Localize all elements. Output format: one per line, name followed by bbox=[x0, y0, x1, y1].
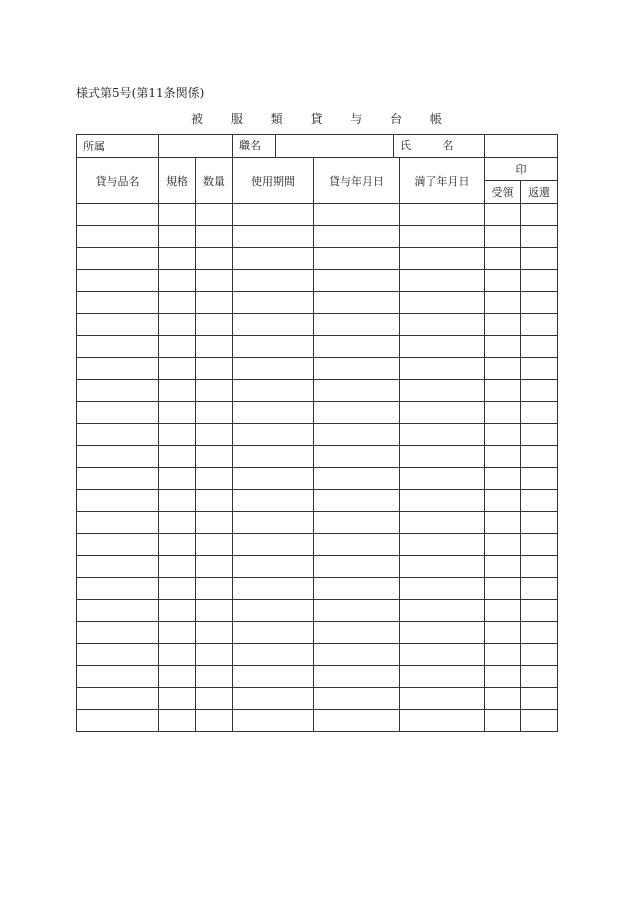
table-cell[interactable] bbox=[77, 512, 159, 534]
table-cell[interactable] bbox=[233, 358, 314, 380]
table-cell[interactable] bbox=[196, 644, 233, 666]
table-cell[interactable] bbox=[314, 490, 400, 512]
table-cell[interactable] bbox=[314, 314, 400, 336]
table-cell[interactable] bbox=[196, 358, 233, 380]
table-cell[interactable] bbox=[159, 446, 196, 468]
table-cell[interactable] bbox=[233, 248, 314, 270]
table-cell[interactable] bbox=[314, 248, 400, 270]
table-cell[interactable] bbox=[521, 600, 558, 622]
table-cell[interactable] bbox=[314, 622, 400, 644]
table-cell[interactable] bbox=[159, 578, 196, 600]
table-cell[interactable] bbox=[196, 490, 233, 512]
table-row bbox=[77, 204, 558, 226]
table-row bbox=[77, 666, 558, 688]
position-label: 職名 bbox=[233, 135, 276, 157]
col-header-received: 受領 bbox=[485, 181, 521, 204]
table-cell[interactable] bbox=[485, 358, 521, 380]
table-cell[interactable] bbox=[196, 534, 233, 556]
table-cell[interactable] bbox=[159, 292, 196, 314]
table-cell[interactable] bbox=[159, 622, 196, 644]
table-cell[interactable] bbox=[159, 336, 196, 358]
table-cell[interactable] bbox=[159, 314, 196, 336]
table-cell[interactable] bbox=[400, 292, 485, 314]
table-row bbox=[77, 534, 558, 556]
table-cell[interactable] bbox=[485, 270, 521, 292]
col-header-item: 貸与品名 bbox=[77, 158, 159, 204]
table-row bbox=[77, 446, 558, 468]
table-cell[interactable] bbox=[233, 226, 314, 248]
table-cell[interactable] bbox=[159, 644, 196, 666]
table-cell[interactable] bbox=[485, 226, 521, 248]
col-header-expiry-date: 満了年月日 bbox=[400, 158, 485, 204]
table-row bbox=[77, 622, 558, 644]
table-cell[interactable] bbox=[233, 710, 314, 732]
table-cell[interactable] bbox=[400, 446, 485, 468]
table-cell[interactable] bbox=[485, 468, 521, 490]
table-cell[interactable] bbox=[233, 556, 314, 578]
table-cell[interactable] bbox=[521, 710, 558, 732]
table-cell[interactable] bbox=[77, 666, 159, 688]
table-cell[interactable] bbox=[196, 688, 233, 710]
table-cell[interactable] bbox=[314, 688, 400, 710]
table-cell[interactable] bbox=[521, 446, 558, 468]
table-row bbox=[77, 468, 558, 490]
table-cell[interactable] bbox=[233, 270, 314, 292]
table-cell[interactable] bbox=[77, 622, 159, 644]
table-cell[interactable] bbox=[485, 666, 521, 688]
table-cell[interactable] bbox=[77, 600, 159, 622]
table-row bbox=[77, 358, 558, 380]
table-cell[interactable] bbox=[77, 644, 159, 666]
table-cell[interactable] bbox=[196, 446, 233, 468]
table-cell[interactable] bbox=[521, 292, 558, 314]
table-row bbox=[77, 490, 558, 512]
table-cell[interactable] bbox=[521, 336, 558, 358]
col-header-period: 使用期間 bbox=[233, 158, 314, 204]
table-cell[interactable] bbox=[233, 402, 314, 424]
table-cell[interactable] bbox=[196, 468, 233, 490]
table-cell[interactable] bbox=[77, 534, 159, 556]
table-row bbox=[77, 578, 558, 600]
table-cell[interactable] bbox=[233, 490, 314, 512]
table-cell[interactable] bbox=[400, 402, 485, 424]
table-cell[interactable] bbox=[400, 490, 485, 512]
table-cell[interactable] bbox=[521, 226, 558, 248]
table-cell[interactable] bbox=[314, 578, 400, 600]
table-cell[interactable] bbox=[400, 688, 485, 710]
table-cell[interactable] bbox=[314, 226, 400, 248]
table-row bbox=[77, 688, 558, 710]
table-cell[interactable] bbox=[521, 512, 558, 534]
table-cell[interactable] bbox=[233, 314, 314, 336]
table-cell[interactable] bbox=[521, 534, 558, 556]
table-cell[interactable] bbox=[314, 204, 400, 226]
table-cell[interactable] bbox=[400, 226, 485, 248]
table-cell[interactable] bbox=[521, 402, 558, 424]
table-cell[interactable] bbox=[196, 226, 233, 248]
document-title: 被 服 類 貸 与 台 帳 bbox=[191, 112, 454, 126]
table-row bbox=[77, 644, 558, 666]
table-cell[interactable] bbox=[77, 424, 159, 446]
table-cell[interactable] bbox=[521, 248, 558, 270]
table-cell[interactable] bbox=[400, 710, 485, 732]
table-cell[interactable] bbox=[314, 424, 400, 446]
table-cell[interactable] bbox=[77, 446, 159, 468]
table-cell[interactable] bbox=[400, 380, 485, 402]
table-cell[interactable] bbox=[196, 622, 233, 644]
table-cell[interactable] bbox=[485, 490, 521, 512]
table-cell[interactable] bbox=[196, 402, 233, 424]
table-cell[interactable] bbox=[521, 556, 558, 578]
table-cell[interactable] bbox=[314, 358, 400, 380]
table-cell[interactable] bbox=[77, 556, 159, 578]
table-cell[interactable] bbox=[77, 204, 159, 226]
table-cell[interactable] bbox=[400, 314, 485, 336]
table-cell[interactable] bbox=[400, 512, 485, 534]
table-cell[interactable] bbox=[314, 270, 400, 292]
table-cell[interactable] bbox=[314, 556, 400, 578]
table-cell[interactable] bbox=[77, 292, 159, 314]
table-cell[interactable] bbox=[521, 644, 558, 666]
table-cell[interactable] bbox=[314, 402, 400, 424]
table-cell[interactable] bbox=[196, 578, 233, 600]
table-cell[interactable] bbox=[521, 622, 558, 644]
table-cell[interactable] bbox=[233, 534, 314, 556]
col-header-lend-date: 貸与年月日 bbox=[314, 158, 400, 204]
table-cell[interactable] bbox=[485, 622, 521, 644]
position-group bbox=[233, 135, 485, 158]
table-row bbox=[77, 336, 558, 358]
table-cell[interactable] bbox=[314, 292, 400, 314]
table-cell[interactable] bbox=[233, 622, 314, 644]
table-cell[interactable] bbox=[521, 380, 558, 402]
table-cell[interactable] bbox=[485, 600, 521, 622]
table-cell[interactable] bbox=[159, 688, 196, 710]
table-cell[interactable] bbox=[159, 534, 196, 556]
table-cell[interactable] bbox=[159, 402, 196, 424]
table-cell[interactable] bbox=[159, 270, 196, 292]
table-cell[interactable] bbox=[159, 666, 196, 688]
table-cell[interactable] bbox=[159, 248, 196, 270]
col-header-quantity: 数量 bbox=[196, 158, 233, 204]
table-cell[interactable] bbox=[159, 204, 196, 226]
table-cell[interactable] bbox=[485, 204, 521, 226]
table-cell[interactable] bbox=[521, 578, 558, 600]
table-cell[interactable] bbox=[77, 336, 159, 358]
table-cell[interactable] bbox=[77, 578, 159, 600]
table-cell[interactable] bbox=[196, 204, 233, 226]
table-row bbox=[77, 226, 558, 248]
table-cell[interactable] bbox=[314, 534, 400, 556]
table-cell[interactable] bbox=[233, 644, 314, 666]
table-cell[interactable] bbox=[77, 468, 159, 490]
table-cell[interactable] bbox=[485, 314, 521, 336]
table-cell[interactable] bbox=[400, 336, 485, 358]
col-header-stamp: 印 bbox=[485, 158, 558, 181]
table-cell[interactable] bbox=[196, 424, 233, 446]
table-cell[interactable] bbox=[314, 644, 400, 666]
table-row bbox=[77, 424, 558, 446]
table-cell[interactable] bbox=[400, 556, 485, 578]
table-row bbox=[77, 314, 558, 336]
table-cell[interactable] bbox=[196, 336, 233, 358]
table-row bbox=[77, 512, 558, 534]
table-cell[interactable] bbox=[196, 248, 233, 270]
table-cell[interactable] bbox=[233, 666, 314, 688]
table-cell[interactable] bbox=[485, 512, 521, 534]
table-cell[interactable] bbox=[196, 292, 233, 314]
table-cell[interactable] bbox=[77, 248, 159, 270]
table-cell[interactable] bbox=[196, 270, 233, 292]
table-cell[interactable] bbox=[521, 314, 558, 336]
table-cell[interactable] bbox=[77, 402, 159, 424]
affiliation-field[interactable] bbox=[159, 135, 233, 158]
table-cell[interactable] bbox=[400, 424, 485, 446]
table-cell[interactable] bbox=[196, 600, 233, 622]
table-cell[interactable] bbox=[485, 336, 521, 358]
table-cell[interactable] bbox=[400, 644, 485, 666]
table-cell[interactable] bbox=[233, 336, 314, 358]
table-cell[interactable] bbox=[77, 270, 159, 292]
table-cell[interactable] bbox=[485, 446, 521, 468]
ledger-table bbox=[76, 134, 558, 732]
info-row bbox=[77, 135, 558, 158]
table-row bbox=[77, 380, 558, 402]
table-cell[interactable] bbox=[159, 600, 196, 622]
table-cell[interactable] bbox=[521, 424, 558, 446]
table-cell[interactable] bbox=[196, 556, 233, 578]
name-label: 氏 名 bbox=[400, 139, 468, 152]
table-cell[interactable] bbox=[159, 226, 196, 248]
table-cell[interactable] bbox=[521, 468, 558, 490]
table-row bbox=[77, 402, 558, 424]
table-cell[interactable] bbox=[485, 710, 521, 732]
table-cell[interactable] bbox=[233, 688, 314, 710]
table-cell[interactable] bbox=[314, 512, 400, 534]
table-cell[interactable] bbox=[314, 666, 400, 688]
table-cell[interactable] bbox=[521, 666, 558, 688]
name-field[interactable] bbox=[485, 135, 558, 158]
table-cell[interactable] bbox=[485, 292, 521, 314]
table-cell[interactable] bbox=[77, 226, 159, 248]
table-cell[interactable] bbox=[196, 666, 233, 688]
table-row bbox=[77, 556, 558, 578]
table-cell[interactable] bbox=[400, 534, 485, 556]
table-cell[interactable] bbox=[521, 490, 558, 512]
table-cell[interactable] bbox=[400, 600, 485, 622]
table-cell[interactable] bbox=[159, 468, 196, 490]
table-cell[interactable] bbox=[485, 424, 521, 446]
table-cell[interactable] bbox=[159, 490, 196, 512]
table-cell[interactable] bbox=[159, 710, 196, 732]
col-header-returned: 返還 bbox=[521, 181, 558, 204]
table-cell[interactable] bbox=[400, 204, 485, 226]
table-cell[interactable] bbox=[314, 380, 400, 402]
table-cell[interactable] bbox=[314, 710, 400, 732]
table-row bbox=[77, 270, 558, 292]
table-cell[interactable] bbox=[233, 446, 314, 468]
table-cell[interactable] bbox=[400, 248, 485, 270]
affiliation-label: 所属 bbox=[77, 135, 159, 158]
table-cell[interactable] bbox=[400, 468, 485, 490]
table-cell[interactable] bbox=[485, 380, 521, 402]
table-row bbox=[77, 710, 558, 732]
table-cell[interactable] bbox=[314, 446, 400, 468]
table-cell[interactable] bbox=[485, 578, 521, 600]
table-cell[interactable] bbox=[314, 336, 400, 358]
form-number-label: 様式第5号(第11条関係) bbox=[76, 86, 205, 100]
table-cell[interactable] bbox=[485, 248, 521, 270]
table-cell[interactable] bbox=[196, 380, 233, 402]
position-field[interactable] bbox=[276, 135, 394, 157]
table-cell[interactable] bbox=[521, 358, 558, 380]
table-cell[interactable] bbox=[159, 380, 196, 402]
table-cell[interactable] bbox=[314, 600, 400, 622]
table-cell[interactable] bbox=[485, 688, 521, 710]
table-cell[interactable] bbox=[233, 204, 314, 226]
table-cell[interactable] bbox=[233, 468, 314, 490]
table-cell[interactable] bbox=[77, 688, 159, 710]
header-row bbox=[77, 158, 558, 181]
col-header-spec: 規格 bbox=[159, 158, 196, 204]
table-cell[interactable] bbox=[485, 644, 521, 666]
table-cell[interactable] bbox=[77, 380, 159, 402]
table-cell[interactable] bbox=[400, 358, 485, 380]
table-cell[interactable] bbox=[77, 314, 159, 336]
table-cell[interactable] bbox=[314, 468, 400, 490]
table-cell[interactable] bbox=[400, 578, 485, 600]
table-cell[interactable] bbox=[77, 490, 159, 512]
table-cell[interactable] bbox=[196, 710, 233, 732]
table-cell[interactable] bbox=[400, 666, 485, 688]
table-cell[interactable] bbox=[159, 424, 196, 446]
table-cell[interactable] bbox=[233, 512, 314, 534]
table-cell[interactable] bbox=[159, 512, 196, 534]
table-cell[interactable] bbox=[485, 402, 521, 424]
table-cell[interactable] bbox=[233, 424, 314, 446]
table-cell[interactable] bbox=[400, 270, 485, 292]
table-cell[interactable] bbox=[233, 292, 314, 314]
table-cell[interactable] bbox=[521, 688, 558, 710]
table-cell[interactable] bbox=[159, 358, 196, 380]
table-cell[interactable] bbox=[400, 622, 485, 644]
table-cell[interactable] bbox=[77, 710, 159, 732]
table-cell[interactable] bbox=[196, 314, 233, 336]
table-row bbox=[77, 600, 558, 622]
table-cell[interactable] bbox=[233, 578, 314, 600]
table-cell[interactable] bbox=[233, 380, 314, 402]
table-cell[interactable] bbox=[233, 600, 314, 622]
table-cell[interactable] bbox=[485, 556, 521, 578]
table-cell[interactable] bbox=[196, 512, 233, 534]
table-cell[interactable] bbox=[159, 556, 196, 578]
table-row bbox=[77, 292, 558, 314]
table-cell[interactable] bbox=[521, 270, 558, 292]
table-cell[interactable] bbox=[521, 204, 558, 226]
table-cell[interactable] bbox=[485, 534, 521, 556]
table-row bbox=[77, 248, 558, 270]
table-cell[interactable] bbox=[77, 358, 159, 380]
